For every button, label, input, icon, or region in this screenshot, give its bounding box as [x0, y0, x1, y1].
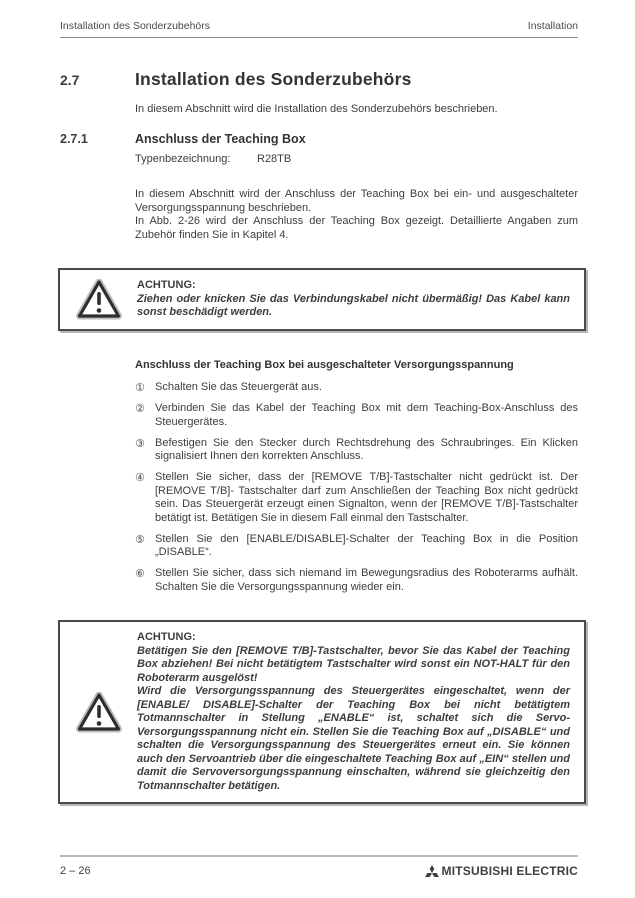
type-designation-row — [135, 153, 578, 165]
step-text: Schalten Sie das Steuergerät aus. — [155, 381, 322, 393]
step-number: ③ — [135, 436, 145, 450]
warning-icon-column — [60, 279, 137, 320]
warning-title: ACHTUNG: — [137, 631, 196, 643]
section-heading — [60, 69, 578, 90]
type-designation-value: R28TB — [257, 153, 292, 165]
subsection-title: Anschluss der Teaching Box — [135, 132, 306, 146]
warning-text — [137, 631, 570, 793]
warning-body: Ziehen oder knicken Sie das Verbindungskabel nicht übermäßig! Das Kabel kann sonst beschädigt werden. — [137, 292, 570, 319]
header-rule — [60, 37, 578, 38]
step-number: ⑥ — [135, 567, 145, 580]
warning-body: Wird die Versorgungsspannung des Steuergerätes eingeschaltet, wenn der [ENABLE/ DISABLE]-Schalter der Teaching Box bei nicht betätigtem Totmannschalter in Stellung „ENABLE“ ist, schaltet sich die Servo-Versorgungsspannung nicht ein. Stellen Sie die Teaching Box auf „DISABLE“ und schalten die Versorgungsspannung des Steuergerätes erneut ein. Sie können auch den Servoantrieb über die eingeschaltete Teaching Box auf „EIN“ stellen und damit die Servoversorgungsspannung einschalten, während sie gleichzeitig den Totmannschalter betätigen. — [137, 685, 570, 792]
step-number: ② — [135, 402, 145, 415]
brand-name: MITSUBISHI ELECTRIC — [441, 864, 578, 878]
procedure-steps — [135, 381, 578, 594]
step-text: Verbinden Sie das Kabel der Teaching Box mit dem Teaching-Box-Anschluss des Steuergerätes. — [155, 402, 578, 428]
procedure-heading: Anschluss der Teaching Box bei ausgeschalteter Versorgungsspannung — [135, 359, 514, 371]
step-text: Befestigen Sie den Stecker durch Rechtsdrehung des Schraubringes. Ein Klicken signalisiert Ihnen den korrekten Anschluss. — [155, 436, 578, 462]
subsection-heading — [60, 132, 578, 146]
section-number: 2.7 — [60, 72, 80, 88]
step-item — [135, 567, 578, 594]
step-item — [135, 533, 578, 560]
section-intro: In diesem Abschnitt wird die Installation des Sonderzubehörs beschrieben. — [135, 103, 498, 115]
warning-triangle-icon — [76, 692, 122, 733]
header-left-title: Installation des Sonderzubehörs — [60, 20, 211, 32]
step-number: ⑤ — [135, 532, 145, 546]
step-item — [135, 471, 578, 525]
paragraph: In Abb. 2-26 wird der Anschluss der Teaching Box gezeigt. Detaillierte Angaben zum Zubehör finden Sie in Kapitel 4. — [135, 215, 578, 241]
step-item — [135, 381, 578, 395]
step-number: ① — [135, 381, 145, 394]
step-text: Stellen Sie sicher, dass der [REMOVE T/B]-Tastschalter nicht gedrückt ist. Der [REMOVE T/B]- Tastschalter darf zum Anschließen der Teaching Box nicht gedrückt sein. Das Steuergerät erzeugt einen Signalton, wenn der [REMOVE T/B]-Tastschalter betätigt ist. Betätigen Sie in diesem Fall einmal den Tastschalter. — [155, 471, 578, 524]
header-right-title: Installation — [527, 20, 578, 32]
type-designation-label: Typenbezeichnung: — [135, 153, 231, 165]
warning-box-remove-tb — [58, 620, 586, 804]
warning-icon-column — [60, 692, 137, 733]
warning-body: Betätigen Sie den [REMOVE T/B]-Tastschalter, bevor Sie das Kabel der Teaching Box abziehen! Bei nicht betätigtem Tastschalter wird sonst ein NOT-HALT für den Roboterarm ausgelöst! — [137, 644, 570, 684]
warning-title: ACHTUNG: — [137, 279, 196, 292]
section-title: Installation des Sonderzubehörs — [135, 69, 412, 89]
subsection-paragraphs — [135, 188, 578, 242]
step-item — [135, 402, 578, 429]
page-header — [60, 0, 578, 32]
step-item — [135, 437, 578, 464]
page-footer — [60, 855, 578, 878]
step-number: ④ — [135, 471, 145, 484]
mitsubishi-three-diamonds-icon — [425, 865, 439, 877]
page-number: 2 – 26 — [60, 865, 91, 877]
subsection-number: 2.7.1 — [60, 132, 88, 146]
step-text: Stellen Sie sicher, dass sich niemand im Bewegungsradius des Roboterarms aufhält. Schalten Sie die Versorgungsspannung wieder ein. — [155, 567, 578, 593]
warning-triangle-icon — [76, 279, 122, 320]
warning-text — [137, 279, 570, 320]
warning-box-cable — [58, 268, 586, 331]
paragraph: In diesem Abschnitt wird der Anschluss der Teaching Box bei ein- und ausgeschalteter Versorgungsspannung beschrieben. — [135, 188, 578, 214]
brand-logo — [425, 864, 578, 878]
step-text: Stellen Sie den [ENABLE/DISABLE]-Schalter der Teaching Box in die Position „DISABLE“. — [155, 532, 578, 558]
